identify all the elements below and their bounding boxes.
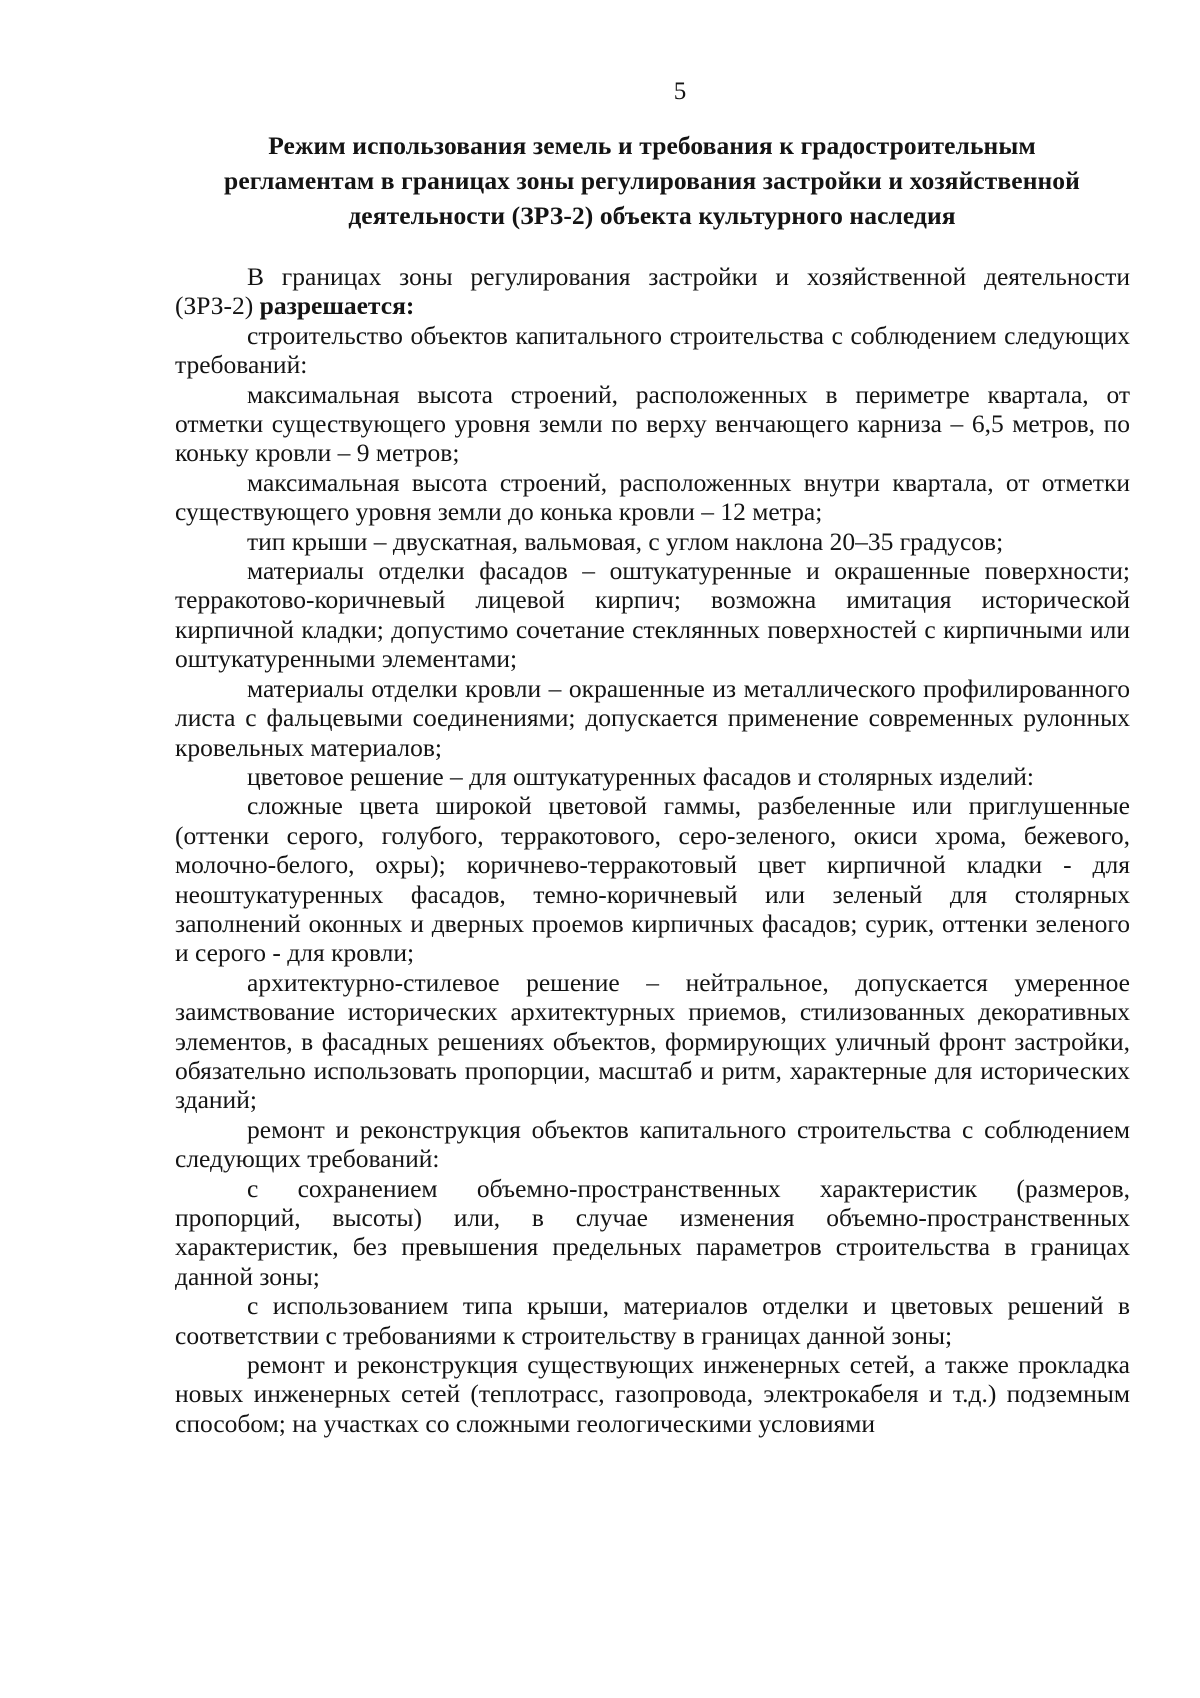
document-title xyxy=(182,128,1122,233)
paragraph-architectural-style: архитектурно-стилевое решение – нейтральное, допускается умеренное заимствование исторических архитектурных приемов, стилизованных декоративных элементов, в фасадных решениях объектов, формирующих уличный фронт застройки, обязательно использовать пропорции, масштаб и ритм, характерные для исторических зданий; xyxy=(175,967,1130,1115)
paragraph-facade-materials: материалы отделки фасадов – оштукатуренные и окрашенные поверхности; терракотово-коричневый лицевой кирпич; возможна имитация исторической кирпичной кладки; допустимо сочетание стеклянных поверхностей с кирпичными или оштукатуренными элементами; xyxy=(175,556,1130,674)
title-line-1: Режим использования земель и требования к градостроительным xyxy=(268,131,1036,160)
paragraph-intro-bold: разрешается: xyxy=(259,291,415,321)
paragraph-height-inside: максимальная высота строений, расположенных внутри квартала, от отметки существующего уровня земли до конька кровли – 12 метра; xyxy=(175,467,1130,527)
paragraph-roof-usage: с использованием типа крыши, материалов отделки и цветовых решений в соответствии с требованиями к строительству в границах данной зоны; xyxy=(175,1291,1130,1350)
title-line-3: деятельности (ЗРЗ-2) объекта культурного наследия xyxy=(348,201,956,230)
page-number: 5 xyxy=(673,78,687,105)
paragraph-preservation: с сохранением объемно-пространственных характеристик (размеров, пропорций, высоты) или, в случае изменения объемно-пространственных характеристик, без превышения предельных параметров строительства в границах данной зоны; xyxy=(175,1173,1130,1291)
document-body xyxy=(175,262,1130,1438)
paragraph-height-perimeter: максимальная высота строений, расположенных в периметре квартала, от отметки существующего уровня земли по верху венчающего карниза – 6,5 метров, по коньку кровли – 9 метров; xyxy=(175,379,1130,468)
paragraph-color-solution: цветовое решение – для оштукатуренных фасадов и столярных изделий: xyxy=(247,761,1035,791)
paragraph-utilities: ремонт и реконструкция существующих инженерных сетей, а также прокладка новых инженерных сетей (теплотрасс, газопровода, электрокабеля и т.д.) подземным способом; на участках со сложными геологическими условиями xyxy=(175,1350,1130,1438)
paragraph-intro xyxy=(175,262,1130,321)
paragraph-roof-type: тип крыши – двускатная, вальмовая, с углом наклона 20–35 градусов; xyxy=(247,526,1004,556)
paragraph-repair: ремонт и реконструкция объектов капитального строительства с соблюдением следующих требований: xyxy=(175,1114,1130,1174)
paragraph-intro-text: В границах зоны регулирования застройки и хозяйственной деятельности (ЗРЗ-2) xyxy=(175,262,1130,321)
paragraph-roof-materials: материалы отделки кровли – окрашенные из металлического профилированного листа с фальцевыми соединениями; допускается применение современных рулонных кровельных материалов; xyxy=(175,673,1130,762)
paragraph-construction: строительство объектов капитального строительства с соблюдением следующих требований: xyxy=(175,320,1130,380)
title-line-2: регламентам в границах зоны регулирования застройки и хозяйственной xyxy=(224,166,1080,195)
paragraph-colors: сложные цвета широкой цветовой гаммы, разбеленные или приглушенные (оттенки серого, голубого, терракотового, серо-зеленого, окиси хрома, бежевого, молочно-белого, охры); коричнево-терракотовый цвет кирпичной кладки - для неоштукатуренных фасадов, темно-коричневый или зеленый для столярных заполнений оконных и дверных проемов кирпичных фасадов; сурик, оттенки зеленого и серого - для кровли; xyxy=(175,791,1130,968)
